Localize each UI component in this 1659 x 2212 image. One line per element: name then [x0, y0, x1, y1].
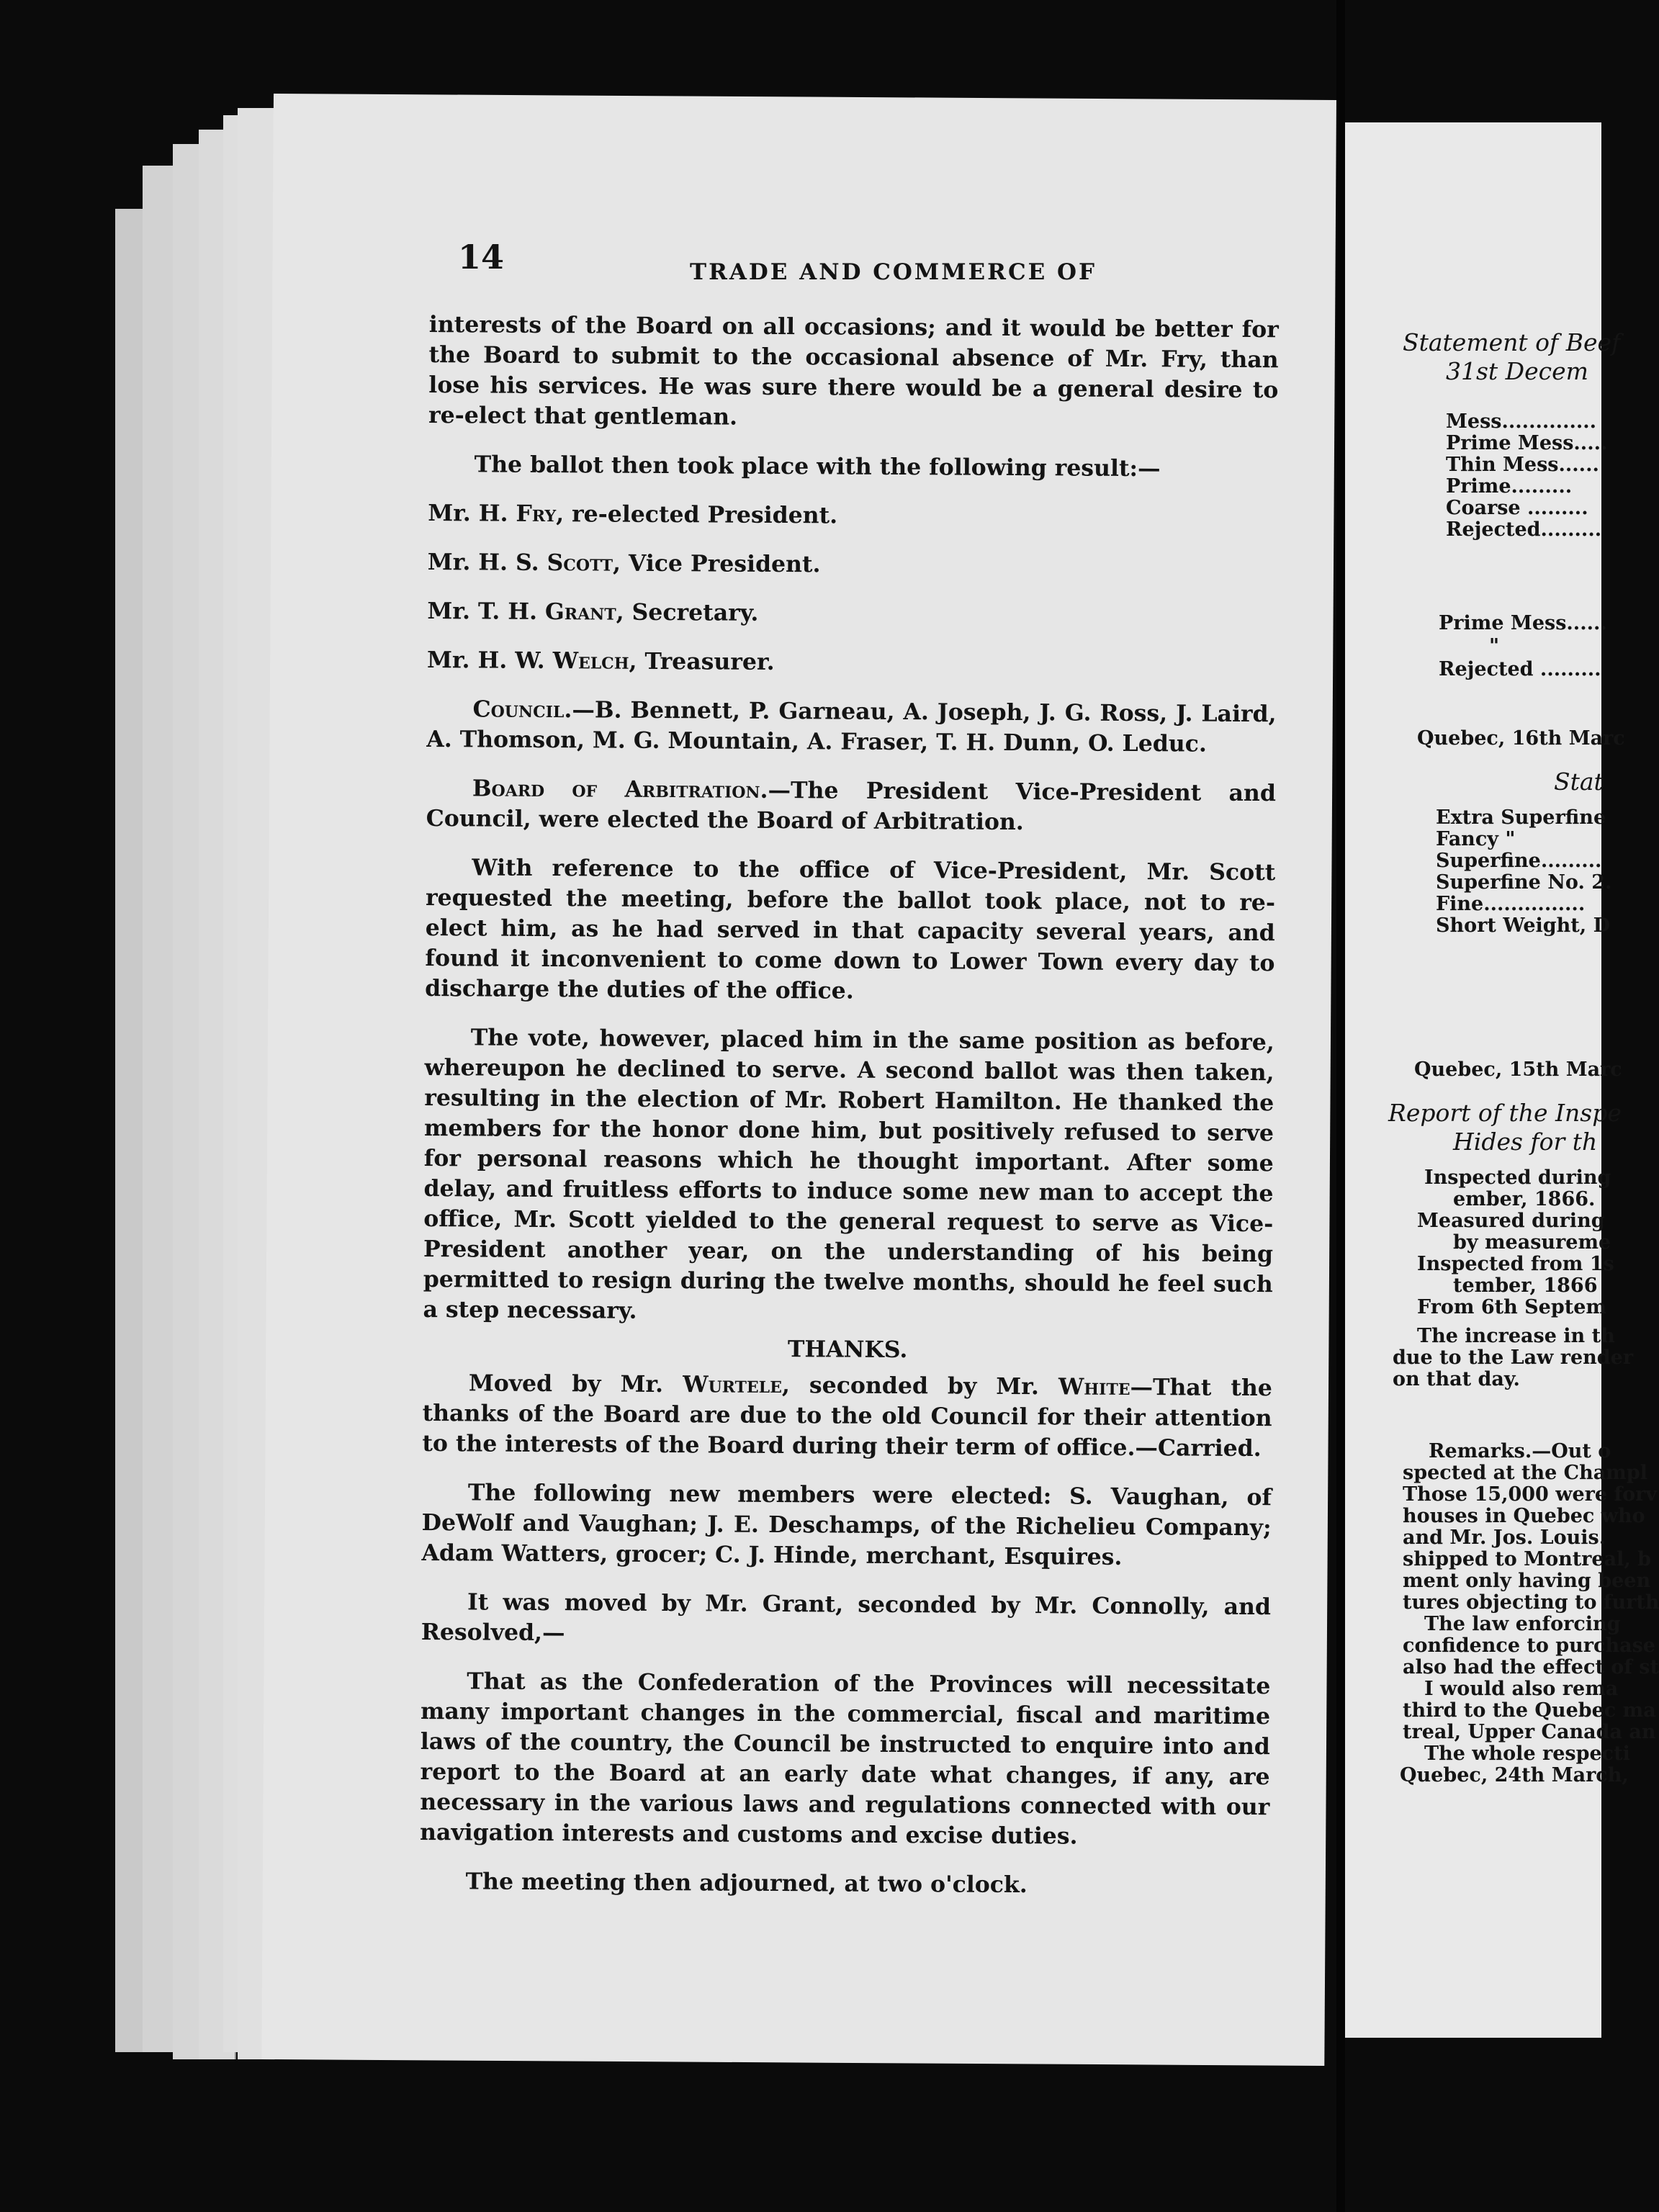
officer-line: Mr. H. W. Welch, Treasurer. [426, 646, 775, 675]
right-line: I would also rema [1424, 1678, 1619, 1700]
running-head: TRADE AND COMMERCE OF [690, 259, 1097, 285]
right-line: The whole respecti [1424, 1743, 1630, 1765]
right-line: Prime Mess..... [1446, 432, 1608, 454]
paragraph-adjourn: The meeting then adjourned, at two o'clock. [465, 1868, 1028, 1899]
right-line: Inspected during [1424, 1166, 1611, 1189]
paragraph-continuation: interests of the Board on all occasions; and it would be better for the Board to submit to the occasional absence of Mr. Fry, than lose his services. He was sure there would be a general desire to re-elect that gentleman. [428, 310, 1279, 431]
paragraph-vote: The vote, however, placed him in the same position as before, whereupon he declined to serve. A second ballot was then taken, resulting in the election of Mr. Robert Hamilton. He thanked the members for the honor done him, but positively refused to serve for personal reasons which he thought important. After some delay, and fruitless efforts to induce some new man to accept the office, Mr. Scott yielded to the general request to serve as Vice-President another year, on the understanding of his being permitted to resign during the twelve months, should he feel such a step necessary. [423, 1024, 1274, 1324]
paragraph-vice-president: With reference to the office of Vice-President, Mr. Scott requested the meeting, before the ballot took place, not to re-elect him, as he had served in that capacity several years, and found it inconvenient to come down to Lower Town every day to discharge the duties of the office. [425, 854, 1276, 1004]
paragraph-thanks: Moved by Mr. Wurtele, seconded by Mr. White—That the thanks of the Board are due to the old Council for their attention to the interests of the Board during their term of office.—Carried. [422, 1370, 1272, 1462]
right-line: Statement of Beef [1403, 328, 1621, 356]
right-line: Quebec, 24th March, [1400, 1764, 1629, 1786]
right-line: due to the Law render [1393, 1346, 1634, 1369]
officer-line: Mr. H. Fry, re-elected President. [428, 499, 838, 529]
right-line: The law enforcing [1424, 1613, 1621, 1635]
right-line: Stat [1554, 768, 1604, 796]
section-heading-thanks: THANKS. [787, 1336, 908, 1364]
right-line: From 6th Septem [1417, 1296, 1606, 1318]
right-line: Short Weight, D [1436, 914, 1610, 937]
right-line: Extra Superfine [1436, 806, 1606, 829]
right-line: The increase in th [1417, 1325, 1615, 1347]
right-line: also had the effect of st [1403, 1656, 1659, 1678]
right-line: Prime......... [1446, 475, 1573, 498]
right-line: Rejected......... [1446, 518, 1602, 541]
right-page [1345, 122, 1659, 2038]
right-line: Rejected ......... [1439, 658, 1601, 680]
right-line: Inspected from 1s [1417, 1253, 1614, 1275]
page-number: 14 [458, 238, 505, 276]
right-line: on that day. [1393, 1368, 1520, 1390]
right-line: shipped to Montreal, b [1403, 1548, 1652, 1570]
officer-line: Mr. T. H. Grant, Secretary. [427, 597, 759, 626]
right-line: Remarks.—Out o [1429, 1440, 1611, 1462]
right-line: tember, 1866 [1453, 1274, 1598, 1297]
right-line: Coarse ......... [1446, 497, 1588, 519]
paragraph-new-members: The following new members were elected: S. Vaughan, of DeWolf and Vaughan; J. E. Deschamps, of the Richelieu Company; Adam Watters, grocer; C. J. Hinde, merchant, Esquires. [421, 1479, 1272, 1570]
right-line: Those 15,000 were forv [1403, 1483, 1658, 1506]
right-line: confidence to purchase [1403, 1635, 1655, 1657]
right-line: Mess.............. [1446, 410, 1597, 433]
right-line: by measureme [1453, 1231, 1611, 1254]
paragraph-council: Council.—B. Bennett, P. Garneau, A. Joseph, J. G. Ross, J. Laird, A. Thomson, M. G. Mountain, A. Fraser, T. H. Dunn, O. Leduc. [426, 696, 1277, 757]
right-line: Superfine No. 2. [1436, 871, 1612, 894]
right-line: " [1489, 635, 1500, 657]
officer-line: Mr. H. S. Scott, Vice President. [427, 548, 821, 578]
right-line: treal, Upper Canada an [1403, 1721, 1656, 1743]
right-line: houses in Quebec who [1403, 1505, 1645, 1527]
paragraph-resolution: That as the Confederation of the Provinces will necessitate many important changes in the commercial, fiscal and maritime laws of the country, the Council be instructed to enquire into and report to the Board at an early date what changes, if any, are necessary in the various laws and regulations connected with our navigation interests and customs and excise duties. [419, 1668, 1271, 1850]
paragraph-arbitration: Board of Arbitration.—The President Vice-President and Council, were elected the Board of Arbitration. [426, 775, 1277, 836]
right-line: Superfine......... [1436, 850, 1602, 872]
right-line: Prime Mess...... [1439, 612, 1607, 634]
paragraph-motion: It was moved by Mr. Grant, seconded by Mr. Connolly, and Resolved,— [421, 1588, 1272, 1647]
body-text [420, 310, 1279, 1902]
right-line: Fancy " [1436, 828, 1516, 850]
right-line: tures objecting to furth [1403, 1591, 1659, 1614]
book-gutter [1336, 0, 1345, 2212]
right-line: third to the Quebec ma [1403, 1699, 1656, 1722]
right-line: Measured during [1417, 1210, 1605, 1232]
right-line: spected at the Champl [1403, 1462, 1647, 1484]
paragraph-ballot: The ballot then took place with the following result:— [474, 451, 1161, 482]
right-line: and Mr. Jos. Louis. [1403, 1527, 1606, 1549]
right-line: Quebec, 15th Marc [1414, 1058, 1622, 1081]
right-line: Thin Mess...... [1446, 454, 1599, 476]
right-line: Hides for th [1453, 1128, 1598, 1156]
right-line: 31st Decem [1446, 357, 1588, 385]
right-line: ember, 1866. [1453, 1188, 1596, 1210]
right-line: Report of the Inspe [1388, 1099, 1622, 1127]
right-line: Fine............... [1436, 893, 1586, 915]
right-line: Quebec, 16th Marc [1417, 727, 1625, 750]
right-line: ment only having been [1403, 1570, 1651, 1592]
